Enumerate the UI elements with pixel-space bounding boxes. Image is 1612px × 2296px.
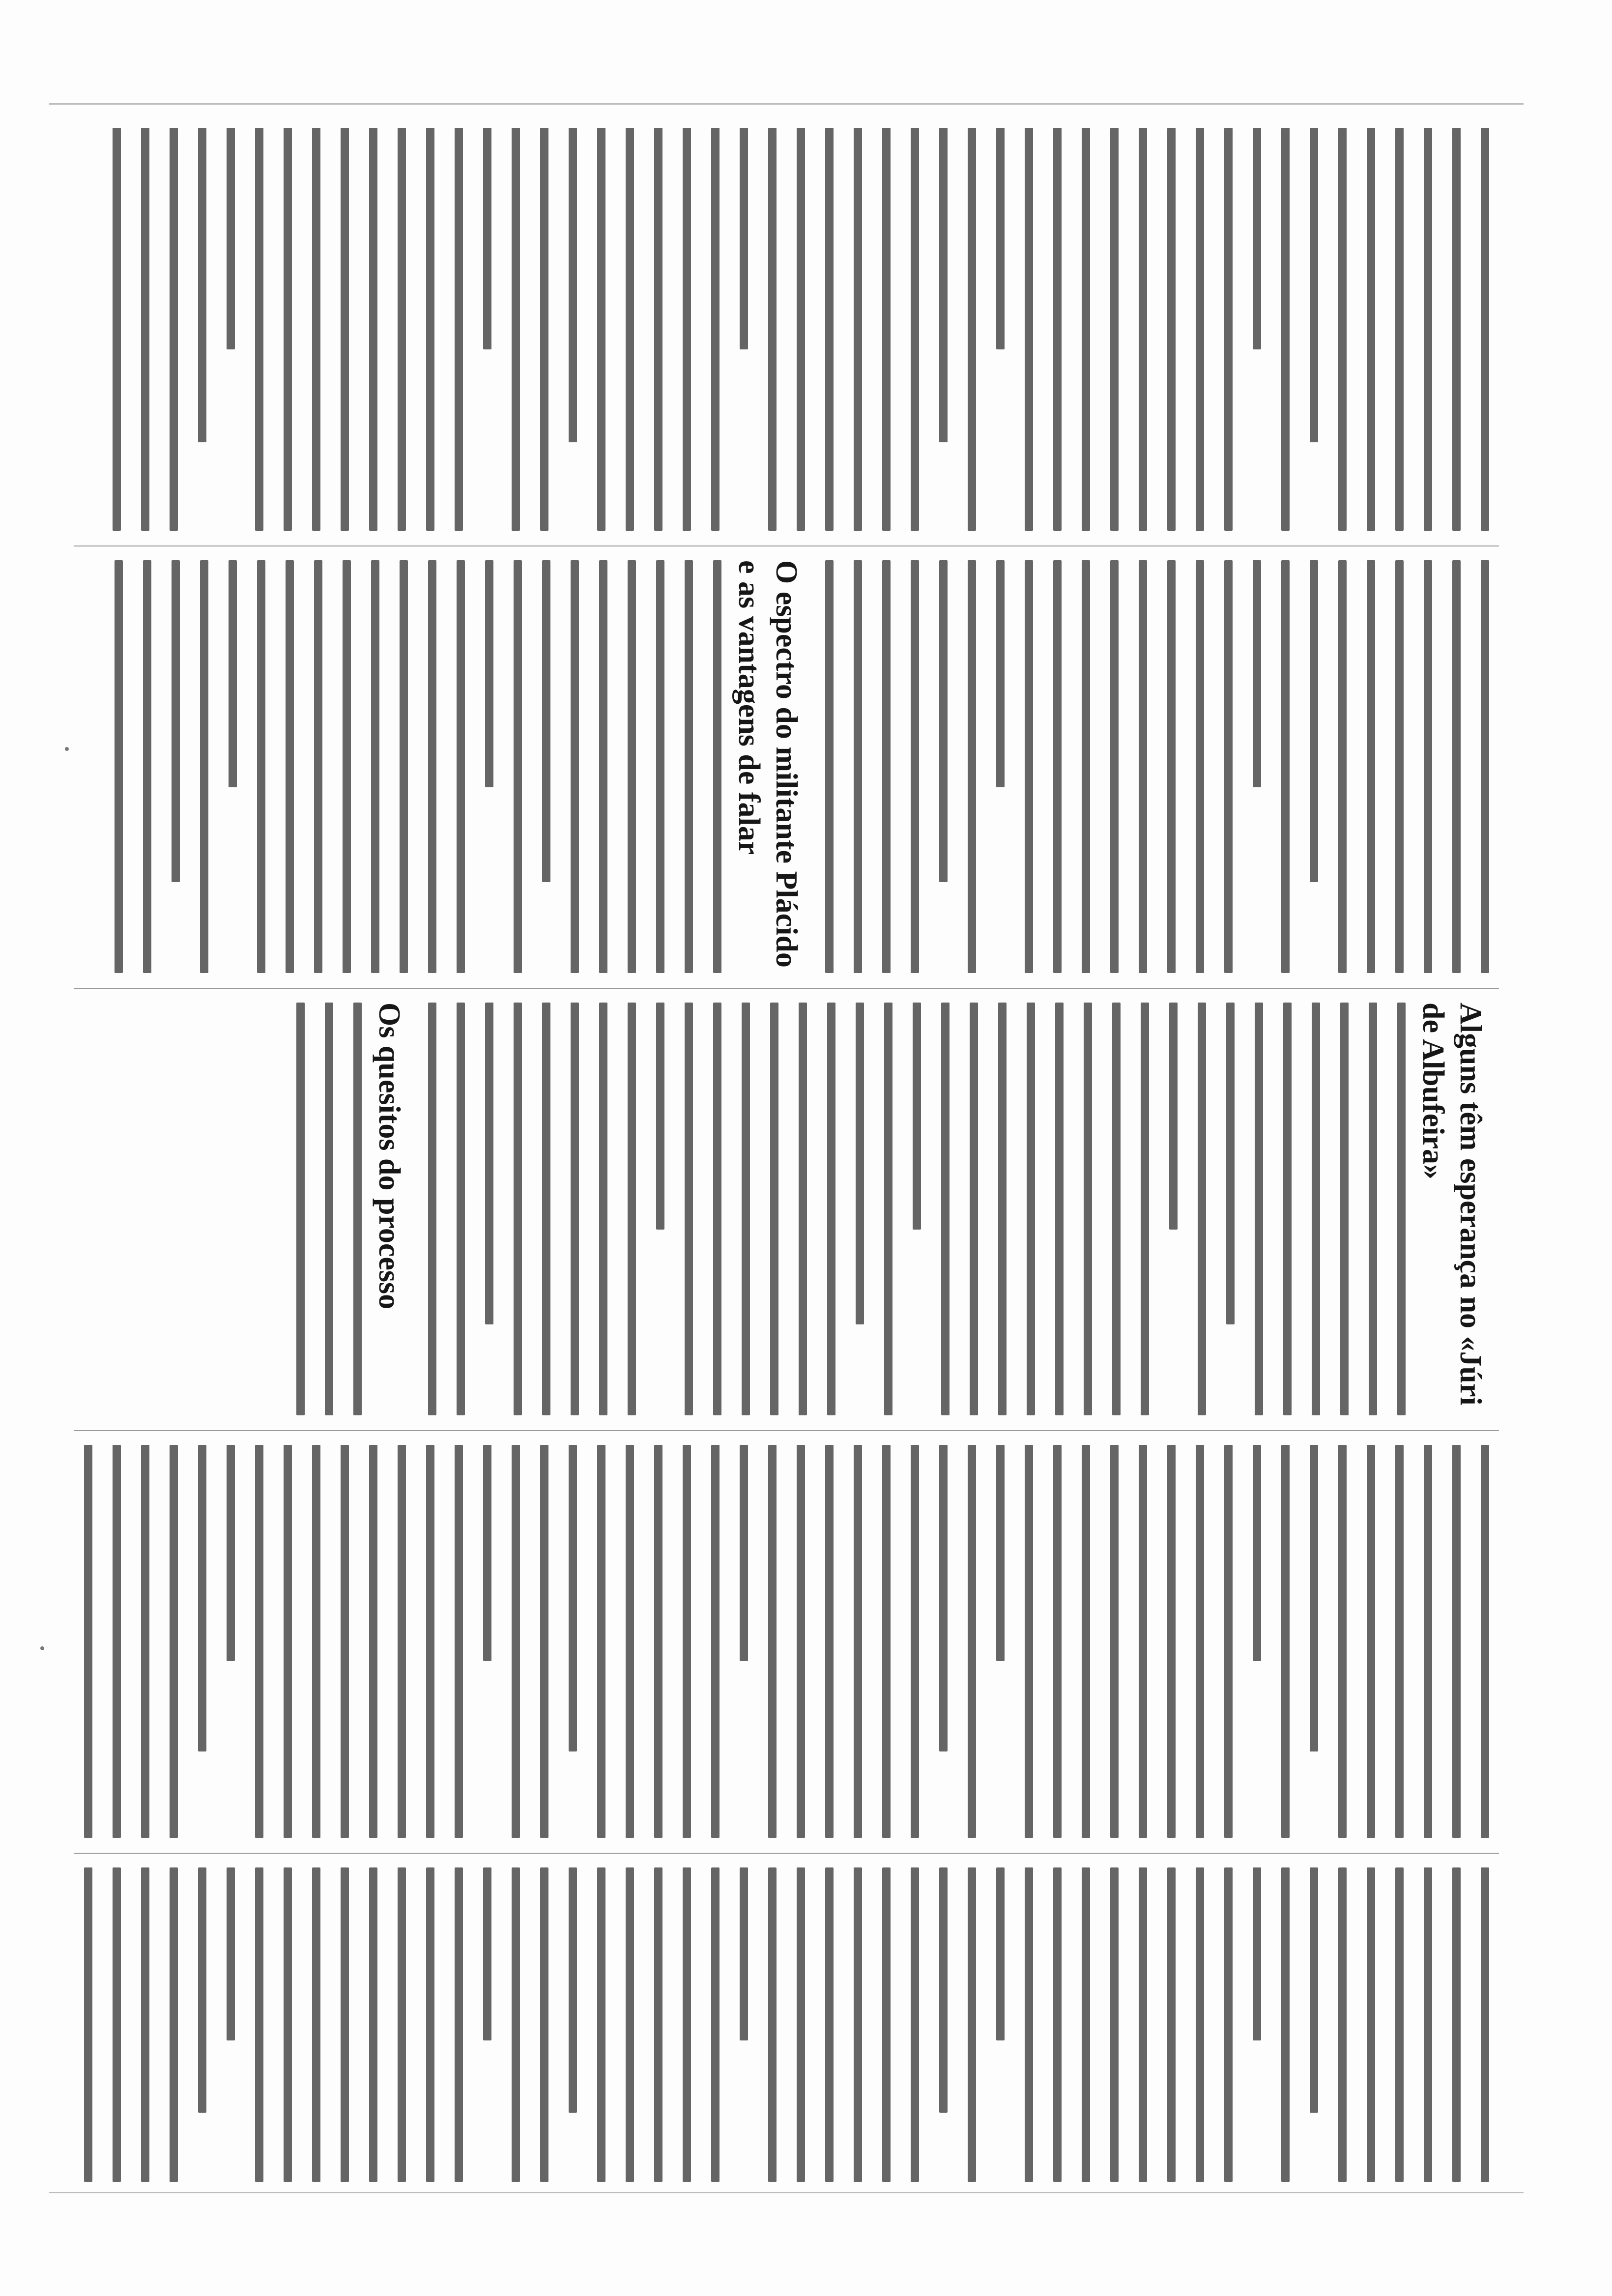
text-line bbox=[483, 1445, 491, 1661]
text-line bbox=[683, 128, 691, 531]
text-line bbox=[854, 1867, 862, 2182]
text-line bbox=[1169, 1003, 1178, 1230]
text-line bbox=[540, 1867, 548, 2182]
article-column-5 bbox=[64, 1867, 1489, 2182]
text-line bbox=[455, 128, 463, 531]
text-line bbox=[1253, 1445, 1261, 1661]
text-line bbox=[941, 1003, 950, 1415]
text-line bbox=[597, 128, 605, 531]
text-line bbox=[341, 1867, 349, 2182]
text-line bbox=[1283, 1003, 1292, 1415]
text-line bbox=[1053, 1445, 1062, 1838]
text-line bbox=[571, 560, 579, 973]
text-line bbox=[742, 1003, 750, 1415]
column-rule-1 bbox=[74, 545, 1499, 546]
text-line bbox=[1110, 1867, 1119, 2182]
text-line bbox=[768, 128, 777, 531]
text-line bbox=[400, 560, 408, 973]
column-text bbox=[92, 128, 1489, 531]
text-line bbox=[1481, 1867, 1489, 2182]
text-line bbox=[939, 560, 948, 882]
text-line bbox=[170, 128, 178, 531]
text-line bbox=[1084, 1003, 1092, 1415]
text-line bbox=[483, 1867, 491, 2040]
text-line bbox=[998, 1003, 1007, 1415]
text-line bbox=[968, 560, 976, 973]
text-line bbox=[1025, 1445, 1033, 1838]
text-line bbox=[996, 128, 1005, 349]
text-line bbox=[882, 1445, 891, 1838]
text-line bbox=[1367, 128, 1375, 531]
text-line bbox=[911, 1445, 919, 1838]
text-line bbox=[740, 128, 748, 349]
text-line bbox=[799, 1003, 807, 1415]
text-line bbox=[1198, 1003, 1206, 1415]
text-line bbox=[1397, 1003, 1406, 1415]
text-line bbox=[428, 1003, 436, 1415]
text-line bbox=[1369, 1003, 1377, 1415]
text-line bbox=[827, 1003, 835, 1415]
text-line bbox=[854, 1445, 862, 1838]
text-line bbox=[569, 128, 577, 442]
text-line bbox=[255, 1867, 263, 2182]
text-line bbox=[542, 1003, 550, 1415]
text-line bbox=[113, 128, 121, 531]
text-line bbox=[143, 560, 151, 973]
text-line bbox=[1025, 560, 1033, 973]
text-line bbox=[685, 1003, 693, 1415]
text-line bbox=[141, 1445, 149, 1838]
text-line bbox=[1139, 128, 1147, 531]
article-column-2 bbox=[64, 560, 1489, 973]
text-line bbox=[457, 1003, 465, 1415]
text-line bbox=[882, 1867, 891, 2182]
article-headline: O espectro do militante Plácido e as vantagens de falar bbox=[732, 560, 803, 968]
text-line bbox=[628, 1003, 636, 1415]
text-line bbox=[1424, 1867, 1432, 2182]
text-line bbox=[571, 1003, 579, 1415]
text-line bbox=[1310, 1445, 1318, 1751]
text-line bbox=[1167, 560, 1176, 973]
text-line bbox=[227, 1445, 235, 1661]
text-line bbox=[341, 1445, 349, 1838]
text-line bbox=[1110, 128, 1119, 531]
column-text bbox=[94, 560, 1489, 973]
text-line bbox=[84, 1445, 92, 1838]
text-line bbox=[654, 1867, 662, 2182]
text-line bbox=[740, 1445, 748, 1661]
text-line bbox=[882, 128, 891, 531]
text-line bbox=[1139, 1867, 1147, 2182]
text-line bbox=[1226, 1003, 1235, 1324]
text-line bbox=[599, 560, 607, 973]
article-column-1 bbox=[64, 128, 1489, 531]
text-line bbox=[996, 1867, 1005, 2040]
text-line bbox=[797, 1445, 805, 1838]
text-line bbox=[597, 1445, 605, 1838]
text-line bbox=[284, 1867, 292, 2182]
text-line bbox=[825, 128, 834, 531]
text-line bbox=[1481, 1445, 1489, 1838]
text-line bbox=[711, 1867, 720, 2182]
text-line bbox=[255, 1445, 263, 1838]
text-line bbox=[1139, 1445, 1147, 1838]
text-line bbox=[1310, 128, 1318, 442]
text-line bbox=[1053, 128, 1062, 531]
column-rule-3 bbox=[74, 1430, 1499, 1431]
text-line bbox=[353, 1003, 362, 1415]
text-line bbox=[882, 560, 891, 973]
text-line bbox=[1053, 560, 1062, 973]
text-line bbox=[426, 128, 434, 531]
text-line bbox=[854, 128, 862, 531]
text-line bbox=[913, 1003, 921, 1230]
text-line bbox=[1025, 1867, 1033, 2182]
text-line bbox=[628, 560, 636, 973]
text-line bbox=[483, 128, 491, 349]
text-line bbox=[227, 1867, 235, 2040]
text-line bbox=[141, 1867, 149, 2182]
column-text bbox=[64, 1445, 1489, 1838]
text-line bbox=[683, 1867, 691, 2182]
text-line bbox=[514, 1003, 522, 1415]
text-line bbox=[1224, 1867, 1233, 2182]
text-line bbox=[455, 1867, 463, 2182]
text-line bbox=[711, 128, 720, 531]
text-line bbox=[654, 1445, 662, 1838]
text-line bbox=[626, 1867, 634, 2182]
text-line bbox=[856, 1003, 864, 1324]
text-line bbox=[968, 1445, 976, 1838]
text-line bbox=[369, 128, 377, 531]
article-column-4 bbox=[64, 1445, 1489, 1838]
text-line bbox=[286, 560, 294, 973]
text-line bbox=[1338, 128, 1347, 531]
text-line bbox=[1310, 560, 1318, 882]
text-line bbox=[1110, 1445, 1119, 1838]
text-line bbox=[312, 1445, 320, 1838]
text-line bbox=[113, 1445, 121, 1838]
text-line bbox=[512, 128, 520, 531]
text-line bbox=[797, 128, 805, 531]
text-line bbox=[713, 1003, 721, 1415]
scan-speck bbox=[40, 1646, 44, 1650]
text-line bbox=[939, 128, 948, 442]
text-line bbox=[683, 1445, 691, 1838]
text-line bbox=[656, 1003, 664, 1230]
text-line bbox=[1452, 1445, 1461, 1838]
text-line bbox=[485, 560, 493, 787]
page-edge-left bbox=[49, 103, 1524, 105]
text-line bbox=[1395, 128, 1404, 531]
text-line bbox=[825, 1867, 834, 2182]
text-line bbox=[854, 560, 862, 973]
text-line bbox=[939, 1867, 948, 2113]
text-line bbox=[1281, 1445, 1290, 1838]
text-line bbox=[312, 1867, 320, 2182]
text-line bbox=[1082, 1867, 1090, 2182]
text-line bbox=[1395, 560, 1404, 973]
text-line bbox=[970, 1003, 978, 1415]
text-line bbox=[170, 1867, 178, 2182]
text-line bbox=[514, 560, 522, 973]
text-line bbox=[1167, 128, 1176, 531]
text-line bbox=[200, 560, 208, 973]
text-line bbox=[227, 128, 235, 349]
text-line bbox=[1196, 560, 1204, 973]
text-line bbox=[1053, 1867, 1062, 2182]
text-line bbox=[1110, 560, 1119, 973]
scan-speck bbox=[65, 747, 69, 751]
text-line bbox=[371, 560, 379, 973]
article-column-3 bbox=[64, 1003, 1489, 1415]
text-line bbox=[1424, 128, 1432, 531]
text-line bbox=[1224, 560, 1233, 973]
text-line bbox=[1281, 1867, 1290, 2182]
text-line bbox=[1253, 560, 1261, 787]
text-line bbox=[426, 1867, 434, 2182]
text-line bbox=[540, 1445, 548, 1838]
text-line bbox=[485, 1003, 493, 1324]
text-line bbox=[257, 560, 265, 973]
text-line bbox=[1224, 1445, 1233, 1838]
text-line bbox=[1027, 1003, 1035, 1415]
column-text bbox=[276, 1003, 1489, 1415]
text-line bbox=[1310, 1867, 1318, 2113]
text-line bbox=[1367, 1445, 1375, 1838]
text-line bbox=[768, 1445, 777, 1838]
text-line bbox=[1055, 1003, 1064, 1415]
text-line bbox=[1338, 1867, 1347, 2182]
text-line bbox=[141, 128, 149, 531]
text-line bbox=[911, 128, 919, 531]
text-line bbox=[711, 1445, 720, 1838]
text-line bbox=[115, 560, 123, 973]
text-line bbox=[398, 128, 406, 531]
text-line bbox=[542, 560, 550, 882]
text-line bbox=[968, 128, 976, 531]
text-line bbox=[1367, 1867, 1375, 2182]
text-line bbox=[325, 1003, 333, 1415]
text-line bbox=[457, 560, 465, 973]
text-line bbox=[1281, 560, 1290, 973]
text-line bbox=[768, 1867, 777, 2182]
text-line bbox=[911, 560, 919, 973]
text-line bbox=[1338, 1445, 1347, 1838]
text-line bbox=[599, 1003, 607, 1415]
article-headline: Alguns têm esperança no «Júri de Albufeira» bbox=[1416, 1003, 1487, 1406]
text-line bbox=[1112, 1003, 1121, 1415]
text-line bbox=[455, 1445, 463, 1838]
text-line bbox=[198, 128, 206, 442]
text-line bbox=[597, 1867, 605, 2182]
text-line bbox=[198, 1867, 206, 2113]
text-line bbox=[713, 560, 721, 973]
text-line bbox=[825, 560, 834, 973]
text-line bbox=[343, 560, 351, 973]
text-line bbox=[770, 1003, 778, 1415]
text-line bbox=[825, 1445, 834, 1838]
text-line bbox=[626, 128, 634, 531]
text-line bbox=[284, 128, 292, 531]
text-line bbox=[1167, 1445, 1176, 1838]
text-line bbox=[369, 1445, 377, 1838]
text-line bbox=[1167, 1867, 1176, 2182]
text-line bbox=[1395, 1867, 1404, 2182]
text-line bbox=[426, 1445, 434, 1838]
text-line bbox=[172, 560, 180, 882]
text-line bbox=[1082, 128, 1090, 531]
text-line bbox=[398, 1867, 406, 2182]
text-line bbox=[1224, 128, 1233, 531]
text-line bbox=[428, 560, 436, 973]
article-headline: Os quesitos do processo bbox=[373, 1003, 406, 1310]
text-line bbox=[198, 1445, 206, 1751]
text-line bbox=[656, 560, 664, 973]
text-line bbox=[1082, 1445, 1090, 1838]
text-line bbox=[512, 1867, 520, 2182]
text-line bbox=[884, 1003, 892, 1415]
text-line bbox=[569, 1445, 577, 1751]
text-line bbox=[1025, 128, 1033, 531]
text-line bbox=[968, 1867, 976, 2182]
text-line bbox=[740, 1867, 748, 2040]
text-line bbox=[1424, 560, 1432, 973]
text-line bbox=[1082, 560, 1090, 973]
text-line bbox=[369, 1867, 377, 2182]
text-line bbox=[1196, 128, 1204, 531]
text-line bbox=[229, 560, 237, 787]
text-line bbox=[1338, 560, 1347, 973]
text-line bbox=[1424, 1445, 1432, 1838]
text-line bbox=[1139, 560, 1147, 973]
text-line bbox=[314, 560, 322, 973]
text-line bbox=[255, 128, 263, 531]
text-line bbox=[996, 1445, 1005, 1661]
page-edge-right bbox=[49, 2192, 1524, 2193]
text-line bbox=[512, 1445, 520, 1838]
text-line bbox=[540, 128, 548, 531]
column-rule-4 bbox=[74, 1853, 1499, 1854]
text-line bbox=[1253, 128, 1261, 349]
text-line bbox=[939, 1445, 948, 1751]
column-text bbox=[64, 1867, 1489, 2182]
text-line bbox=[685, 560, 693, 973]
text-line bbox=[1452, 1867, 1461, 2182]
text-line bbox=[654, 128, 662, 531]
text-line bbox=[284, 1445, 292, 1838]
text-line bbox=[1141, 1003, 1149, 1415]
column-rule-2 bbox=[74, 988, 1499, 989]
text-line bbox=[1481, 560, 1489, 973]
text-line bbox=[1481, 128, 1489, 531]
text-line bbox=[996, 560, 1005, 787]
text-line bbox=[911, 1867, 919, 2182]
text-line bbox=[1367, 560, 1375, 973]
text-line bbox=[797, 1867, 805, 2182]
text-line bbox=[1196, 1445, 1204, 1838]
text-line bbox=[312, 128, 320, 531]
text-line bbox=[1395, 1445, 1404, 1838]
text-line bbox=[1452, 128, 1461, 531]
text-line bbox=[1255, 1003, 1263, 1415]
text-line bbox=[569, 1867, 577, 2113]
text-line bbox=[113, 1867, 121, 2182]
text-line bbox=[1452, 560, 1461, 973]
text-line bbox=[1253, 1867, 1261, 2040]
text-line bbox=[84, 1867, 92, 2182]
text-line bbox=[170, 1445, 178, 1838]
text-line bbox=[626, 1445, 634, 1838]
text-line bbox=[1196, 1867, 1204, 2182]
text-line bbox=[1312, 1003, 1320, 1415]
text-line bbox=[1281, 128, 1290, 531]
text-line bbox=[296, 1003, 305, 1415]
text-line bbox=[341, 128, 349, 531]
text-line bbox=[1340, 1003, 1349, 1415]
text-line bbox=[398, 1445, 406, 1838]
